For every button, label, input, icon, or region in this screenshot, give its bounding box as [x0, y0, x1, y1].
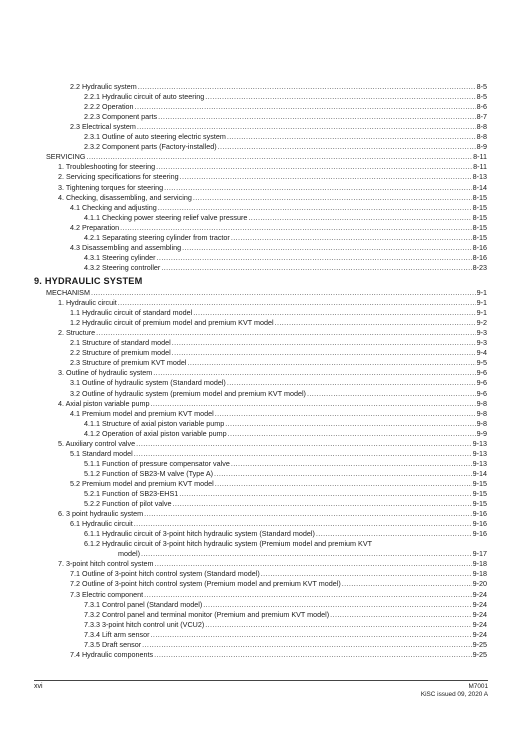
toc-entry[interactable] [84, 469, 487, 479]
toc-entry[interactable] [70, 308, 487, 318]
toc-entry[interactable] [84, 539, 487, 549]
toc-entry-title: 2.3 Electrical system [70, 122, 136, 132]
toc-entry-title: 4.3.1 Steering cylinder [84, 252, 156, 262]
toc-entry[interactable] [84, 253, 487, 263]
toc-entry-title: 2. Structure [58, 328, 96, 338]
toc-entry[interactable] [70, 338, 487, 348]
toc-entry-title: 2.2 Hydraulic system [70, 82, 137, 91]
toc-entry-page: 8-5 [476, 82, 487, 91]
toc-entry-title: 4.2.1 Separating steering cylinder from tractor [84, 232, 230, 242]
toc-dot-leader [153, 368, 475, 378]
toc-entry[interactable] [70, 348, 487, 358]
toc-entry[interactable] [58, 509, 487, 519]
toc-dot-leader [193, 193, 472, 203]
toc-dot-leader [158, 203, 472, 213]
toc-entry-title: 1. Troubleshooting for steering [58, 162, 156, 172]
toc-entry[interactable] [84, 459, 487, 469]
toc-entry-page: 9-8 [476, 398, 487, 408]
toc-entry[interactable] [70, 82, 487, 92]
toc-entry-page: 9-1 [476, 288, 487, 297]
toc-entry-title: 2.2.2 Operation [84, 102, 134, 112]
toc-entry-title: 7.3.2 Control panel and terminal monitor (Premium and premium KVT model) [84, 609, 330, 619]
toc-entry-title: 4.1.1 Checking power steering relief valve pressure [84, 212, 248, 222]
toc-entry[interactable] [70, 449, 487, 459]
toc-entry[interactable] [84, 489, 487, 499]
toc-entry-page: 9-24 [472, 609, 487, 619]
toc-entry-page: 9-18 [472, 559, 487, 569]
toc-entry-page: 9-20 [472, 579, 487, 589]
toc-entry[interactable] [70, 389, 487, 399]
toc-entry-page: 9-15 [472, 489, 487, 498]
toc-entry-title: 2.1 Structure of standard model [70, 338, 171, 348]
toc-entry[interactable] [70, 358, 487, 368]
toc-dot-leader [158, 112, 475, 122]
toc-entry[interactable] [84, 600, 487, 610]
toc-entry[interactable] [58, 368, 487, 378]
toc-entry-title: 2.2.1 Hydraulic circuit of auto steering [84, 92, 205, 102]
toc-entry[interactable] [58, 172, 487, 182]
toc-entry-page: 9-16 [472, 509, 487, 519]
toc-dot-leader [172, 338, 476, 348]
toc-entry-page: 8-15 [472, 222, 487, 232]
toc-entry-page: 8-13 [472, 172, 487, 182]
toc-entry-page: 9-24 [472, 629, 487, 639]
toc-entry-title: 7.3.3 3-point hitch control unit (VCU2) [84, 619, 205, 629]
toc-dot-leader [231, 233, 472, 243]
toc-entry[interactable] [84, 92, 487, 102]
toc-entry[interactable] [58, 298, 487, 308]
toc-entry-title: 6.1 Hydraulic circuit [70, 519, 133, 529]
toc-entry[interactable] [70, 223, 487, 233]
toc-dot-leader [215, 479, 472, 489]
toc-entry[interactable] [70, 650, 487, 660]
toc-entry-title: 4.2 Preparation [70, 222, 120, 232]
toc-dot-leader [151, 630, 472, 640]
toc-entry[interactable] [84, 112, 487, 122]
toc-entry-page: 9-8 [476, 408, 487, 418]
toc-entry-title: 2.2 Structure of premium model [70, 348, 171, 358]
toc-entry-title: 4.3 Disassembling and assembling [70, 242, 182, 252]
toc-entry-page: 9-13 [472, 438, 487, 448]
toc-entry[interactable] [84, 610, 487, 620]
toc-entry[interactable] [70, 590, 487, 600]
toc-dot-leader [205, 620, 471, 630]
toc-entry-title: 5.1.1 Function of pressure compensator valve [84, 458, 230, 468]
toc-entry-title: 2.3 Structure of premium KVT model [70, 358, 187, 368]
toc-entry-page: 9-3 [476, 328, 487, 338]
toc-entry-page: 8-15 [472, 232, 487, 242]
toc-dot-leader [134, 519, 472, 529]
toc-dot-leader [248, 213, 471, 223]
toc-entry-page: 9-6 [476, 378, 487, 388]
toc-dot-leader [342, 579, 472, 589]
toc-entry-page: 8-5 [476, 92, 487, 102]
toc-entry-page: 9-14 [472, 468, 487, 478]
toc-entry-title: MECHANISM [46, 288, 90, 297]
toc-entry-title: 4.1 Checking and adjusting [70, 202, 157, 212]
toc-dot-leader [118, 298, 476, 308]
toc-dot-leader [134, 449, 472, 459]
toc-entry[interactable] [70, 579, 487, 589]
toc-dot-leader [218, 142, 476, 152]
toc-entry-title: 2.3.1 Outline of auto steering electric system [84, 132, 226, 142]
toc-dot-leader [275, 318, 476, 328]
toc-entry[interactable] [84, 499, 487, 509]
toc-entry-title: 7. 3-point hitch control system [58, 559, 154, 569]
toc-entry[interactable] [58, 183, 487, 193]
toc-entry[interactable] [84, 630, 487, 640]
toc-entry-title: 1.1 Hydraulic circuit of standard model [70, 308, 193, 318]
toc-entry-page: 9-5 [476, 358, 487, 368]
toc-entry[interactable] [84, 233, 487, 243]
toc-dot-leader [231, 459, 472, 469]
toc-dot-leader [215, 409, 476, 419]
footer-doc-info [421, 683, 488, 700]
toc-entry-title: 7.4 Hydraulic components [70, 649, 154, 659]
toc-entry-title: 6.1.1 Hydraulic circuit of 3-point hitch hydraulic system (Standard model) [84, 529, 315, 539]
toc-dot-leader [144, 590, 471, 600]
toc-dot-leader [188, 358, 476, 368]
toc-dot-leader [157, 253, 472, 263]
toc-entry-page: 9-25 [472, 649, 487, 659]
toc-entry-page: 9-8 [476, 418, 487, 428]
toc-dot-leader [316, 529, 472, 539]
toc-dot-leader [154, 559, 471, 569]
toc-entry-title: 2. Servicing specifications for steering [58, 172, 179, 182]
toc-entry-page: 9-6 [476, 388, 487, 398]
toc-entry[interactable] [70, 569, 487, 579]
toc-entry-title: 4.1.1 Structure of axial piston variable pump [84, 418, 225, 428]
toc-entry-page: 8-16 [472, 242, 487, 252]
toc-entry-page: 9-4 [476, 348, 487, 358]
toc-entry-title: 6. 3 point hydraulic system [58, 509, 144, 519]
toc-entry-title: 7.3.5 Draft sensor [84, 639, 142, 649]
toc-entry-title: 5. Auxiliary control valve [58, 438, 136, 448]
toc-dot-leader [154, 650, 472, 660]
toc-entry-page: 9-16 [472, 529, 487, 539]
toc-dot-leader [141, 549, 472, 559]
toc-dot-leader [193, 308, 475, 318]
toc-entry-page: 8-8 [476, 122, 487, 132]
toc-dot-leader [120, 223, 471, 233]
toc-entry[interactable] [84, 640, 487, 650]
footer-issue: KiSC issued 09, 2020 A [420, 691, 488, 699]
toc-entry-title: 2.2.3 Component parts [84, 112, 158, 122]
toc-entry-page: 8-7 [476, 112, 487, 122]
toc-entry-title: 4. Checking, disassembling, and servicing [58, 192, 192, 202]
toc-dot-leader [227, 378, 476, 388]
toc-entry[interactable] [58, 439, 487, 449]
toc-entry[interactable] [70, 243, 487, 253]
toc-dot-leader [137, 122, 476, 132]
toc-entry-page: 8-14 [472, 182, 487, 192]
toc-entry[interactable] [84, 529, 487, 539]
toc-entry-page: 9-24 [472, 619, 487, 629]
footer-page-number: xvi [34, 683, 43, 690]
toc-dot-leader [227, 132, 476, 142]
toc-entry-title: 2.3.2 Component parts (Factory-installed) [84, 142, 217, 152]
toc-entry[interactable] [70, 122, 487, 132]
toc-dot-leader [173, 499, 472, 509]
toc-dot-leader [151, 399, 476, 409]
toc-entry[interactable] [58, 559, 487, 569]
toc-dot-leader [161, 263, 471, 273]
toc-entry-page: 9-1 [476, 298, 487, 308]
toc-entry-title: 7.2 Outline of 3-point hitch control system (Premium model and premium KVT model) [70, 579, 341, 589]
toc-entry[interactable] [84, 132, 487, 142]
toc-dot-leader [136, 439, 472, 449]
toc-entry[interactable] [58, 399, 487, 409]
toc-entry[interactable] [70, 409, 487, 419]
toc-dot-leader [91, 288, 476, 298]
toc-entry-title: 5.2.2 Function of pilot valve [84, 499, 172, 509]
toc-entry[interactable] [84, 263, 487, 273]
toc-entry-title: 4.3.2 Steering controller [84, 262, 161, 272]
toc-entry[interactable] [58, 162, 487, 172]
toc-entry-page: 9-1 [476, 308, 487, 318]
toc-dot-leader [203, 600, 471, 610]
toc-entry-title: SERVICING [46, 152, 86, 162]
toc-entry-title: 3.2 Outline of hydraulic system (premium model and premium KVT model) [70, 388, 306, 398]
toc-entry-page: 9-24 [472, 599, 487, 609]
toc-dot-leader [172, 348, 476, 358]
toc-dot-leader [179, 489, 471, 499]
toc-entry-page: 9-25 [472, 639, 487, 649]
toc-entry-page: 8-16 [472, 252, 487, 262]
toc-entry-page: 9-13 [472, 448, 487, 458]
toc-entry[interactable] [84, 142, 487, 152]
toc-entry-title: 5.1 Standard model [70, 448, 133, 458]
toc-entry[interactable] [84, 419, 487, 429]
toc-entry-page: 8-15 [472, 202, 487, 212]
toc-dot-leader [86, 152, 472, 162]
toc-entry-title: 4.1.2 Operation of axial piston variable pump [84, 428, 227, 438]
toc-entry-page: 8-6 [476, 102, 487, 112]
toc-entry-title: 1.2 Hydraulic circuit of premium model and premium KVT model [70, 318, 274, 328]
toc-entry-title: 6.1.2 Hydraulic circuit of 3-point hitch hydraulic system (Premium model and premium KVT [84, 539, 373, 549]
toc-dot-leader [228, 429, 476, 439]
toc-dot-leader [138, 82, 476, 92]
toc-entry-page: 9-6 [476, 368, 487, 378]
toc-dot-leader [214, 469, 472, 479]
toc-dot-leader [135, 102, 476, 112]
toc-entry[interactable] [84, 102, 487, 112]
toc-entry-title: 4. Axial piston variable pump [58, 398, 150, 408]
toc-entry-page: 8-15 [472, 212, 487, 222]
toc-dot-leader [225, 419, 475, 429]
toc-dot-leader [156, 162, 472, 172]
toc-entry-title: model) [118, 549, 140, 559]
toc-entry-page: 8-8 [476, 132, 487, 142]
toc-entry-page: 9-15 [472, 478, 487, 488]
toc-entry-page: 9-24 [472, 589, 487, 599]
toc-entry[interactable] [70, 318, 487, 328]
toc-entry-title: 7.3 Electric component [70, 589, 144, 599]
toc-entry-title: 5.2 Premium model and premium KVT model [70, 478, 214, 488]
toc-entry[interactable] [58, 328, 487, 338]
toc-entry-page: 9-18 [472, 569, 487, 579]
toc-entry[interactable] [46, 152, 487, 162]
toc-entry-page: 9-16 [472, 519, 487, 529]
toc-entry-page: 8-11 [473, 162, 487, 172]
toc-dot-leader [261, 569, 472, 579]
toc-dot-leader [142, 640, 471, 650]
toc-entry-page: 9-2 [476, 318, 487, 328]
toc-entry[interactable] [84, 213, 487, 223]
toc-dot-leader [164, 183, 472, 193]
toc-entry-title: 3.1 Outline of hydraulic system (Standard model) [70, 378, 226, 388]
toc-entry[interactable] [46, 288, 487, 298]
toc-entry[interactable] [84, 620, 487, 630]
toc-entry-page: 9-9 [476, 428, 487, 438]
section-title: 9. HYDRAULIC SYSTEM [34, 276, 143, 286]
toc-entry[interactable] [58, 193, 487, 203]
toc-entry[interactable] [70, 378, 487, 388]
toc-entry-page: 8-11 [473, 152, 487, 162]
toc-entry-page: 8-23 [472, 262, 487, 272]
toc-dot-leader [182, 243, 472, 253]
toc-entry-title: 3. Tightening torques for steering [58, 182, 164, 192]
toc-entry-title: 5.1.2 Function of SB23-M valve (Type A) [84, 468, 214, 478]
toc-dot-leader [144, 509, 472, 519]
toc-entry-page: 8-15 [472, 192, 487, 202]
toc-entry-title: 1. Hydraulic circuit [58, 298, 117, 308]
toc-entry-page: 8-9 [476, 142, 487, 152]
toc-dot-leader [330, 610, 471, 620]
toc-entry-title: 7.3.4 Lift arm sensor [84, 629, 150, 639]
toc-entry[interactable] [70, 479, 487, 489]
toc-entry[interactable] [84, 429, 487, 439]
toc-dot-leader [205, 92, 475, 102]
toc-entry-title: 4.1 Premium model and premium KVT model [70, 408, 214, 418]
toc-entry-title: 7.3.1 Control panel (Standard model) [84, 599, 203, 609]
toc-dot-leader [96, 328, 475, 338]
toc-entry[interactable] [118, 549, 487, 559]
toc-dot-leader [180, 172, 472, 182]
toc-entry-title: 3. Outline of hydraulic system [58, 368, 153, 378]
toc-entry-title: 5.2.1 Function of SB23-EHS1 [84, 489, 179, 498]
toc-entry-page: 9-3 [476, 338, 487, 348]
toc-dot-leader [307, 389, 476, 399]
toc-entry-page: 9-15 [472, 499, 487, 509]
toc-entry-page: 9-17 [472, 549, 487, 559]
footer-divider [34, 680, 488, 681]
footer-doc-code: M7001 [468, 683, 488, 690]
toc-entry[interactable] [70, 203, 487, 213]
toc-entry[interactable] [70, 519, 487, 529]
toc-entry-title: 7.1 Outline of 3-point hitch control system (Standard model) [70, 569, 260, 579]
toc-entry-page: 9-13 [472, 458, 487, 468]
